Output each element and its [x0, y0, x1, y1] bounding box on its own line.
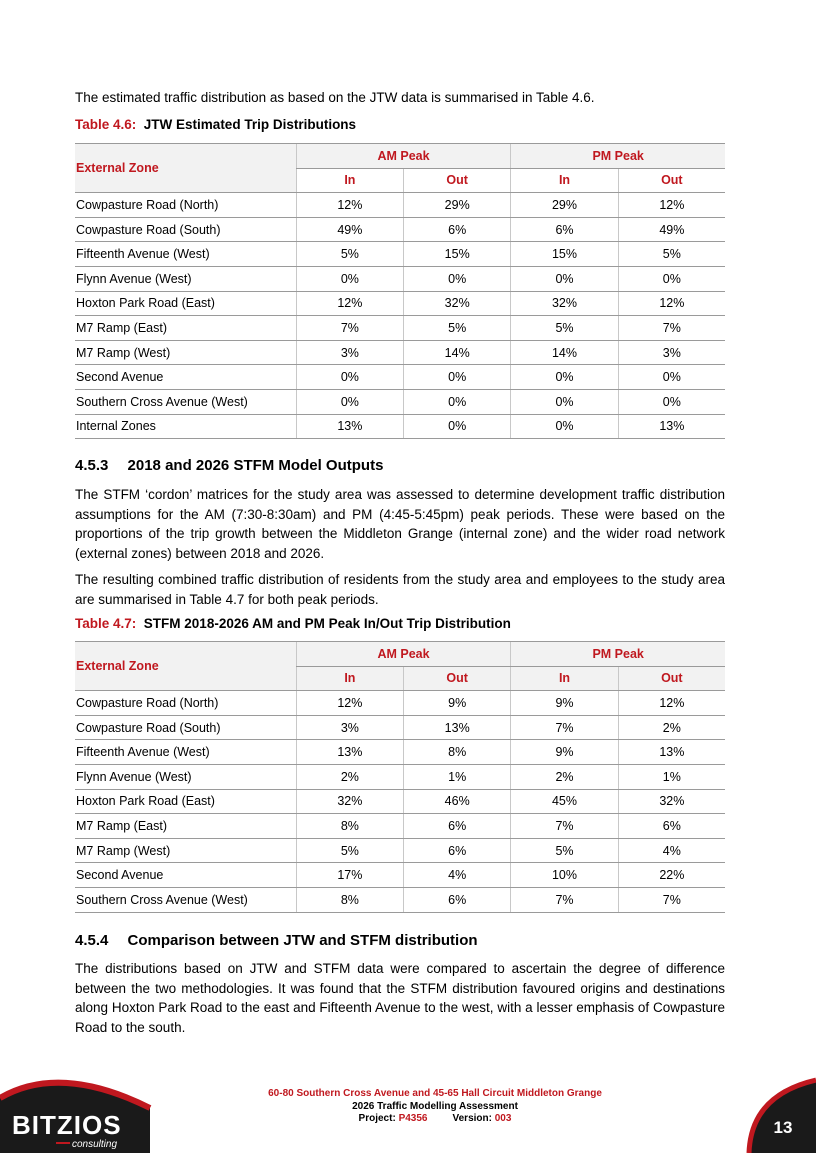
am-in-cell: 0% — [296, 266, 403, 291]
row-zone-cell: Cowpasture Road (North) — [75, 193, 296, 218]
column-header-am-out: Out — [404, 168, 511, 193]
row-zone-cell: M7 Ramp (East) — [75, 814, 296, 839]
pm-out-cell: 0% — [618, 365, 725, 390]
table-number: Table 4.6: — [75, 117, 137, 132]
table-row — [75, 389, 725, 414]
pm-in-cell: 5% — [511, 838, 618, 863]
pm-out-cell: 3% — [618, 340, 725, 365]
row-zone-cell: Second Avenue — [75, 365, 296, 390]
pm-out-cell: 7% — [618, 887, 725, 912]
table-row — [75, 764, 725, 789]
row-zone-cell: Hoxton Park Road (East) — [75, 789, 296, 814]
pm-out-cell: 6% — [618, 814, 725, 839]
row-zone-cell: Fifteenth Avenue (West) — [75, 242, 296, 267]
am-in-cell: 7% — [296, 316, 403, 341]
table-row — [75, 715, 725, 740]
am-out-cell: 8% — [404, 740, 511, 765]
pm-out-cell: 13% — [618, 740, 725, 765]
table-row — [75, 340, 725, 365]
am-in-cell: 3% — [296, 715, 403, 740]
am-in-cell: 8% — [296, 814, 403, 839]
pm-in-cell: 0% — [511, 266, 618, 291]
pm-in-cell: 9% — [511, 740, 618, 765]
row-zone-cell: Second Avenue — [75, 863, 296, 888]
table-4-6 — [75, 143, 725, 439]
row-zone-cell: Flynn Avenue (West) — [75, 266, 296, 291]
column-header-am-peak: AM Peak — [296, 144, 511, 169]
pm-in-cell: 32% — [511, 291, 618, 316]
logo-text: BITZIOS — [12, 1110, 122, 1140]
am-out-cell: 4% — [404, 863, 511, 888]
pm-out-cell: 12% — [618, 193, 725, 218]
footer-project-title: 60-80 Southern Cross Avenue and 45-65 Hall Circuit Middleton Grange — [268, 1088, 602, 1099]
row-zone-cell: Cowpasture Road (South) — [75, 217, 296, 242]
column-header-pm-out: Out — [618, 666, 725, 691]
pm-in-cell: 2% — [511, 764, 618, 789]
am-in-cell: 0% — [296, 365, 403, 390]
am-in-cell: 5% — [296, 242, 403, 267]
am-out-cell: 46% — [404, 789, 511, 814]
table-row — [75, 193, 725, 218]
pm-out-cell: 1% — [618, 764, 725, 789]
am-in-cell: 2% — [296, 764, 403, 789]
pm-out-cell: 4% — [618, 838, 725, 863]
row-zone-cell: Southern Cross Avenue (West) — [75, 887, 296, 912]
table-row — [75, 863, 725, 888]
pm-out-cell: 13% — [618, 414, 725, 439]
section-heading-4-5-4: 4.5.4 Comparison between JTW and STFM distribution — [75, 932, 478, 949]
version-label: Version: — [452, 1113, 492, 1124]
pm-in-cell: 7% — [511, 887, 618, 912]
pm-in-cell: 7% — [511, 715, 618, 740]
table-row — [75, 838, 725, 863]
am-out-cell: 32% — [404, 291, 511, 316]
am-out-cell: 0% — [404, 365, 511, 390]
table-row — [75, 242, 725, 267]
am-in-cell: 17% — [296, 863, 403, 888]
am-in-cell: 12% — [296, 291, 403, 316]
footer-project-version — [200, 1113, 670, 1126]
table-4-7 — [75, 641, 725, 913]
table-row — [75, 887, 725, 912]
pm-in-cell: 7% — [511, 814, 618, 839]
table-row — [75, 266, 725, 291]
am-out-cell: 5% — [404, 316, 511, 341]
am-in-cell: 12% — [296, 193, 403, 218]
row-zone-cell: M7 Ramp (East) — [75, 316, 296, 341]
table-row — [75, 691, 725, 716]
company-logo — [0, 1068, 160, 1153]
pm-in-cell: 5% — [511, 316, 618, 341]
table-4-7-caption — [75, 616, 511, 631]
am-in-cell: 12% — [296, 691, 403, 716]
table-4-6-caption — [75, 117, 356, 132]
am-in-cell: 0% — [296, 389, 403, 414]
table-row — [75, 414, 725, 439]
page-number: 13 — [773, 1118, 793, 1137]
am-in-cell: 3% — [296, 340, 403, 365]
row-zone-cell: Cowpasture Road (South) — [75, 715, 296, 740]
pm-in-cell: 0% — [511, 365, 618, 390]
column-header-am-peak: AM Peak — [296, 642, 511, 667]
table-title: STFM 2018-2026 AM and PM Peak In/Out Trip Distribution — [143, 616, 511, 631]
table-row — [75, 316, 725, 341]
footer-info — [200, 1088, 670, 1126]
column-header-am-out: Out — [404, 666, 511, 691]
am-out-cell: 6% — [404, 887, 511, 912]
version-value: 003 — [494, 1113, 512, 1124]
footer-report-title: 2026 Traffic Modelling Assessment — [352, 1100, 518, 1112]
page-number-tab — [731, 1075, 816, 1153]
pm-in-cell: 9% — [511, 691, 618, 716]
am-in-cell: 49% — [296, 217, 403, 242]
am-out-cell: 13% — [404, 715, 511, 740]
am-in-cell: 13% — [296, 740, 403, 765]
row-zone-cell: Hoxton Park Road (East) — [75, 291, 296, 316]
column-header-pm-peak: PM Peak — [511, 642, 725, 667]
pm-in-cell: 0% — [511, 389, 618, 414]
am-in-cell: 32% — [296, 789, 403, 814]
am-in-cell: 8% — [296, 887, 403, 912]
row-zone-cell: M7 Ramp (West) — [75, 340, 296, 365]
am-out-cell: 29% — [404, 193, 511, 218]
am-in-cell: 13% — [296, 414, 403, 439]
pm-out-cell: 5% — [618, 242, 725, 267]
intro-paragraph: The estimated traffic distribution as based on the JTW data is summarised in Table 4.6. — [75, 90, 595, 105]
am-out-cell: 1% — [404, 764, 511, 789]
row-zone-cell: Southern Cross Avenue (West) — [75, 389, 296, 414]
column-header-pm-in: In — [511, 666, 618, 691]
column-header-pm-out: Out — [618, 168, 725, 193]
pm-out-cell: 32% — [618, 789, 725, 814]
pm-out-cell: 22% — [618, 863, 725, 888]
column-header-pm-peak: PM Peak — [511, 144, 725, 169]
pm-in-cell: 14% — [511, 340, 618, 365]
table-number: Table 4.7: — [75, 616, 137, 631]
am-out-cell: 9% — [404, 691, 511, 716]
column-header-am-in: In — [296, 168, 403, 193]
pm-in-cell: 0% — [511, 414, 618, 439]
logo-subtext: consulting — [72, 1139, 118, 1150]
row-zone-cell: Cowpasture Road (North) — [75, 691, 296, 716]
row-zone-cell: Flynn Avenue (West) — [75, 764, 296, 789]
pm-in-cell: 10% — [511, 863, 618, 888]
row-zone-cell: Internal Zones — [75, 414, 296, 439]
section-4-5-3-paragraph-1: The STFM ‘cordon’ matrices for the study area was assessed to determine development traffic distribution assumptions for the AM (7:30-8:30am) and PM (4:45-5:45pm) peak periods. These were based on the proportions of the trip growth between the Middleton Grange (internal zone) and the wider road network (external zones) between 2018 and 2026. — [75, 487, 725, 561]
table-row — [75, 291, 725, 316]
am-out-cell: 6% — [404, 814, 511, 839]
pm-in-cell: 29% — [511, 193, 618, 218]
column-header-am-in: In — [296, 666, 403, 691]
column-header-zone: External Zone — [75, 144, 296, 193]
section-heading-4-5-3: 4.5.3 2018 and 2026 STFM Model Outputs — [75, 457, 384, 474]
pm-out-cell: 12% — [618, 691, 725, 716]
table-row — [75, 740, 725, 765]
table-row — [75, 365, 725, 390]
am-out-cell: 14% — [404, 340, 511, 365]
am-out-cell: 6% — [404, 838, 511, 863]
pm-out-cell: 0% — [618, 266, 725, 291]
pm-out-cell: 0% — [618, 389, 725, 414]
column-header-pm-in: In — [511, 168, 618, 193]
project-value: P4356 — [398, 1113, 428, 1124]
table-row — [75, 217, 725, 242]
row-zone-cell: M7 Ramp (West) — [75, 838, 296, 863]
project-label: Project: — [358, 1113, 396, 1124]
row-zone-cell: Fifteenth Avenue (West) — [75, 740, 296, 765]
table-row — [75, 789, 725, 814]
am-out-cell: 0% — [404, 389, 511, 414]
pm-in-cell: 6% — [511, 217, 618, 242]
pm-out-cell: 49% — [618, 217, 725, 242]
pm-in-cell: 15% — [511, 242, 618, 267]
section-4-5-4-paragraph: The distributions based on JTW and STFM data were compared to ascertain the degree of difference between the two methodologies. It was found that the STFM distribution favoured origins and destinations along Hoxton Park Road to the east and Fifteenth Avenue to the west, with a lesser emphasis of Cowpasture Road to the south. — [75, 961, 725, 1035]
am-out-cell: 6% — [404, 217, 511, 242]
section-4-5-3-paragraph-2: The resulting combined traffic distribution of residents from the study area and employees to the study area are summarised in Table 4.7 for both peak periods. — [75, 572, 725, 607]
am-out-cell: 15% — [404, 242, 511, 267]
am-out-cell: 0% — [404, 414, 511, 439]
table-title: JTW Estimated Trip Distributions — [143, 117, 357, 132]
am-in-cell: 5% — [296, 838, 403, 863]
pm-out-cell: 7% — [618, 316, 725, 341]
pm-out-cell: 12% — [618, 291, 725, 316]
table-row — [75, 814, 725, 839]
am-out-cell: 0% — [404, 266, 511, 291]
pm-out-cell: 2% — [618, 715, 725, 740]
column-header-zone: External Zone — [75, 642, 296, 691]
pm-in-cell: 45% — [511, 789, 618, 814]
